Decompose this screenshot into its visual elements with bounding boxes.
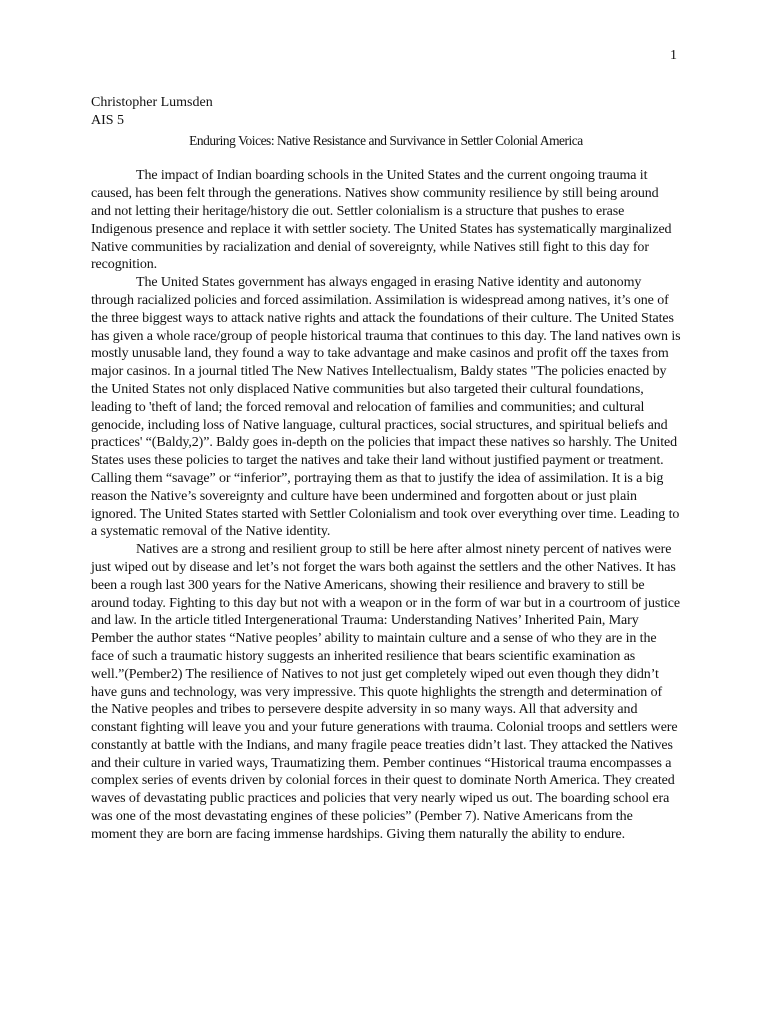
paragraph-3: Natives are a strong and resilient group to still be here after almost ninety percent of natives were just wiped out by disease and let’s not forget the wars both against the settlers and the other Natives. It has been a rough last 300 years for the Native Americans, showing their resilience and bravery to still be around today. Fighting to this day but not with a weapon or in the form of war but in a courtroom of justice and law. In the article titled Intergenerational Trauma: Understanding Natives’ Inherited Pain, Mary Pember the author states “Native peoples’ ability to maintain culture and a sense of who they are in the face of such a traumatic history suggests an inherited resilience that bears scientific examination as well.”(Pember2) The resilience of Natives to not just get completely wiped out even though they didn’t have guns and technology, was very impressive. This quote highlights the strength and determination of the Native peoples and tribes to persevere despite adversity in so many ways. All that adversity and constant fighting will leave you and your future generations with trauma. Colonial troops and settlers were constantly at battle with the Indians, and many fragile peace treaties didn’t last. They attacked the Natives and their culture in varied ways, Traumatizing them. Pember continues “Historical trauma encompasses a complex series of events driven by colonial forces in their quest to dominate North America. They created waves of devastating public practices and policies that very nearly wiped us out. The boarding school era was one of the most devastating engines of these policies” (Pember 7). Native Americans from the moment they are born are facing immense hardships. Giving them naturally the ability to endure.	[91, 542, 681, 842]
course-name: AIS 5	[91, 112, 125, 128]
paragraph-1: The impact of Indian boarding schools in the United States and the current ongoing trauma it caused, has been felt through the generations. Natives show community resilience by still being around and not letting their heritage/history die out. Settler colonialism is a structure that pushes to erase Indigenous presence and replace it with settler society. The United States has systematically marginalized Native communities by racialization and denial of sovereignty, while Natives still fight to this day for recognition.	[91, 168, 672, 273]
document-body	[91, 94, 681, 844]
paragraph-2: The United States government has always engaged in erasing Native identity and autonomy through racialized policies and forced assimilation. Assimilation is widespread among natives, it’s one of the three biggest ways to attack native rights and attack the foundations of their culture. The United States has given a whole race/group of people historical trauma that continues to this day. The land natives own is mostly unusable land, they found a way to take advantage and make casinos and profit off the taxes from major casinos. In a journal titled The New Natives Intellectualism, Baldy states "The policies enacted by the United States not only displaced Native communities but also targeted their cultural foundations, leading to 'theft of land; the forced removal and relocation of families and communities; and cultural genocide, including loss of Native language, cultural practices, social structures, and spiritual beliefs and practices' “(Baldy,2)”. Baldy goes in-depth on the policies that impact these natives so harshly. The United States uses these policies to target the natives and take their land without justified payment or treatment. Calling them “savage” or “inferior”, portraying them as that to justify the idea of assimilation. It is a big reason the Native’s sovereignty and culture have been undermined and forgotten about or just plain ignored. The United States started with Settler Colonialism and took over everything over time. Leading to a systematic removal of the Native identity.	[91, 275, 681, 540]
page-number: 1	[670, 48, 677, 63]
essay-title: Enduring Voices: Native Resistance and Survivance in Settler Colonial America	[189, 132, 583, 148]
author-name: Christopher Lumsden	[91, 95, 213, 110]
